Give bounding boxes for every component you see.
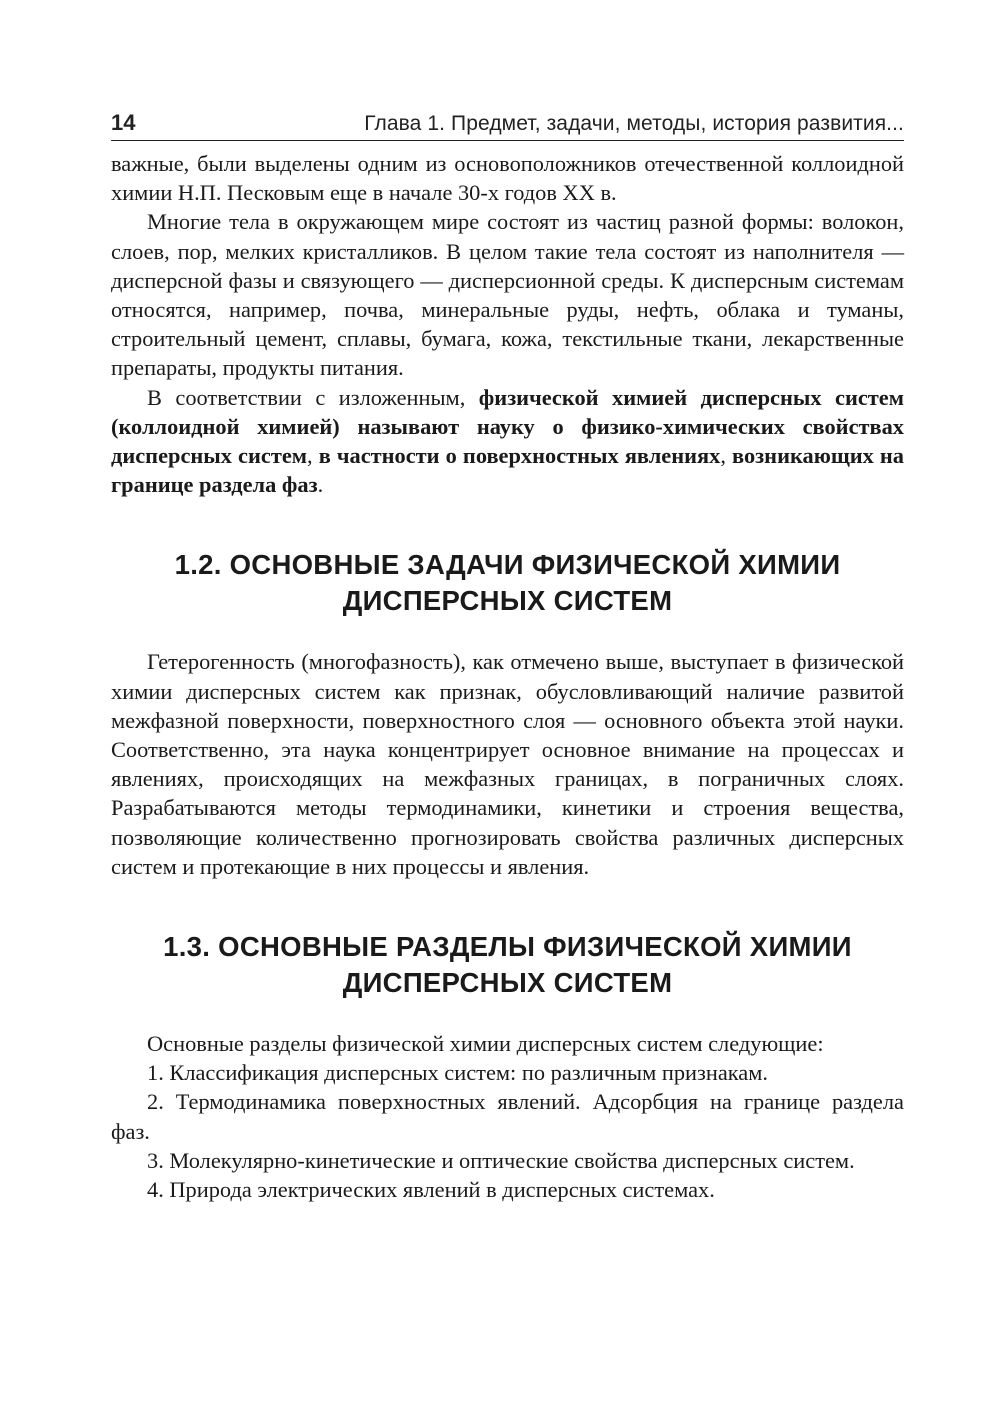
page-number: 14 bbox=[111, 110, 136, 135]
section-heading-1-2-line2: ДИСПЕРСНЫХ СИСТЕМ bbox=[342, 585, 673, 617]
definition-comma-2: , bbox=[720, 443, 733, 469]
book-page bbox=[111, 110, 904, 1204]
paragraph-section-1-3-intro: Основные разделы физической химии дисперсных систем следующие: bbox=[147, 1031, 824, 1057]
paragraph-continued: важные, были выделены одним из основоположников отечественной коллоидной химии Н.П. Песковым еще в начале 30-х годов XX в. bbox=[111, 151, 904, 206]
paragraph-disperse-examples: Многие тела в окружающем мире состоят из частиц разной формы: волокон, слоев, пор, мелких кристалликов. В целом такие тела состоят из наполнителя — дисперсной фазы и связующего — дисперсионной среды. К дисперсным системам относятся, например, почва, минеральные руды, нефть, облака и туманы, строительный цемент, сплавы, бумага, кожа, текстильные ткани, лекарственные препараты, продукты питания. bbox=[111, 209, 904, 381]
definition-bold-2: в частности о поверхностных явлениях bbox=[318, 443, 721, 469]
section-heading-1-2-line1: 1.2. ОСНОВНЫЕ ЗАДАЧИ ФИЗИЧЕСКОЙ ХИМИИ bbox=[174, 549, 841, 581]
running-head bbox=[111, 110, 904, 141]
section-heading-1-2 bbox=[111, 547, 904, 619]
definition-lead: В соответствии с изложенным, bbox=[147, 384, 479, 410]
section-heading-1-3-line2: ДИСПЕРСНЫХ СИСТЕМ bbox=[342, 967, 673, 999]
section-heading-1-3 bbox=[111, 929, 904, 1001]
list-item: 3. Молекулярно-кинетические и оптические свойства дисперсных систем. bbox=[147, 1147, 855, 1173]
list-item: 1. Классификация дисперсных систем: по различным признакам. bbox=[147, 1060, 769, 1086]
list-item: 4. Природа электрических явлений в дисперсных системах. bbox=[147, 1177, 715, 1203]
definition-comma-1: , bbox=[307, 443, 319, 469]
definition-end: . bbox=[317, 472, 324, 498]
definition-bold-3: возникающих на границе раздела фаз bbox=[111, 443, 905, 498]
section-heading-1-3-line1: 1.3. ОСНОВНЫЕ РАЗДЕЛЫ ФИЗИЧЕСКОЙ ХИМИИ bbox=[163, 931, 852, 963]
paragraph-definition bbox=[111, 383, 904, 500]
list-item: 2. Термодинамика поверхностных явлений. Адсорбция на границе раздела фаз. bbox=[111, 1089, 904, 1144]
paragraph-section-1-2: Гетерогенность (многофазность), как отмечено выше, выступает в физической химии дисперсных систем как признак, обусловливающий наличие развитой межфазной поверхности, поверхностного слоя — основного объекта этой науки. Соответственно, эта наука концентрирует основное внимание на процессах и явлениях, происходящих на межфазных границах, в пограничных слоях. Разрабатываются методы термодинамики, кинетики и строения вещества, позволяющие количественно прогнозировать свойства различных дисперсных систем и протекающие в них процессы и явления. bbox=[111, 649, 904, 879]
definition-bold-1: физической химией дисперсных систем (коллоидной химией) называют науку о физико-химических свойствах дисперсных систем bbox=[111, 384, 904, 469]
chapter-title: Глава 1. Предмет, задачи, методы, история развития... bbox=[364, 112, 904, 135]
